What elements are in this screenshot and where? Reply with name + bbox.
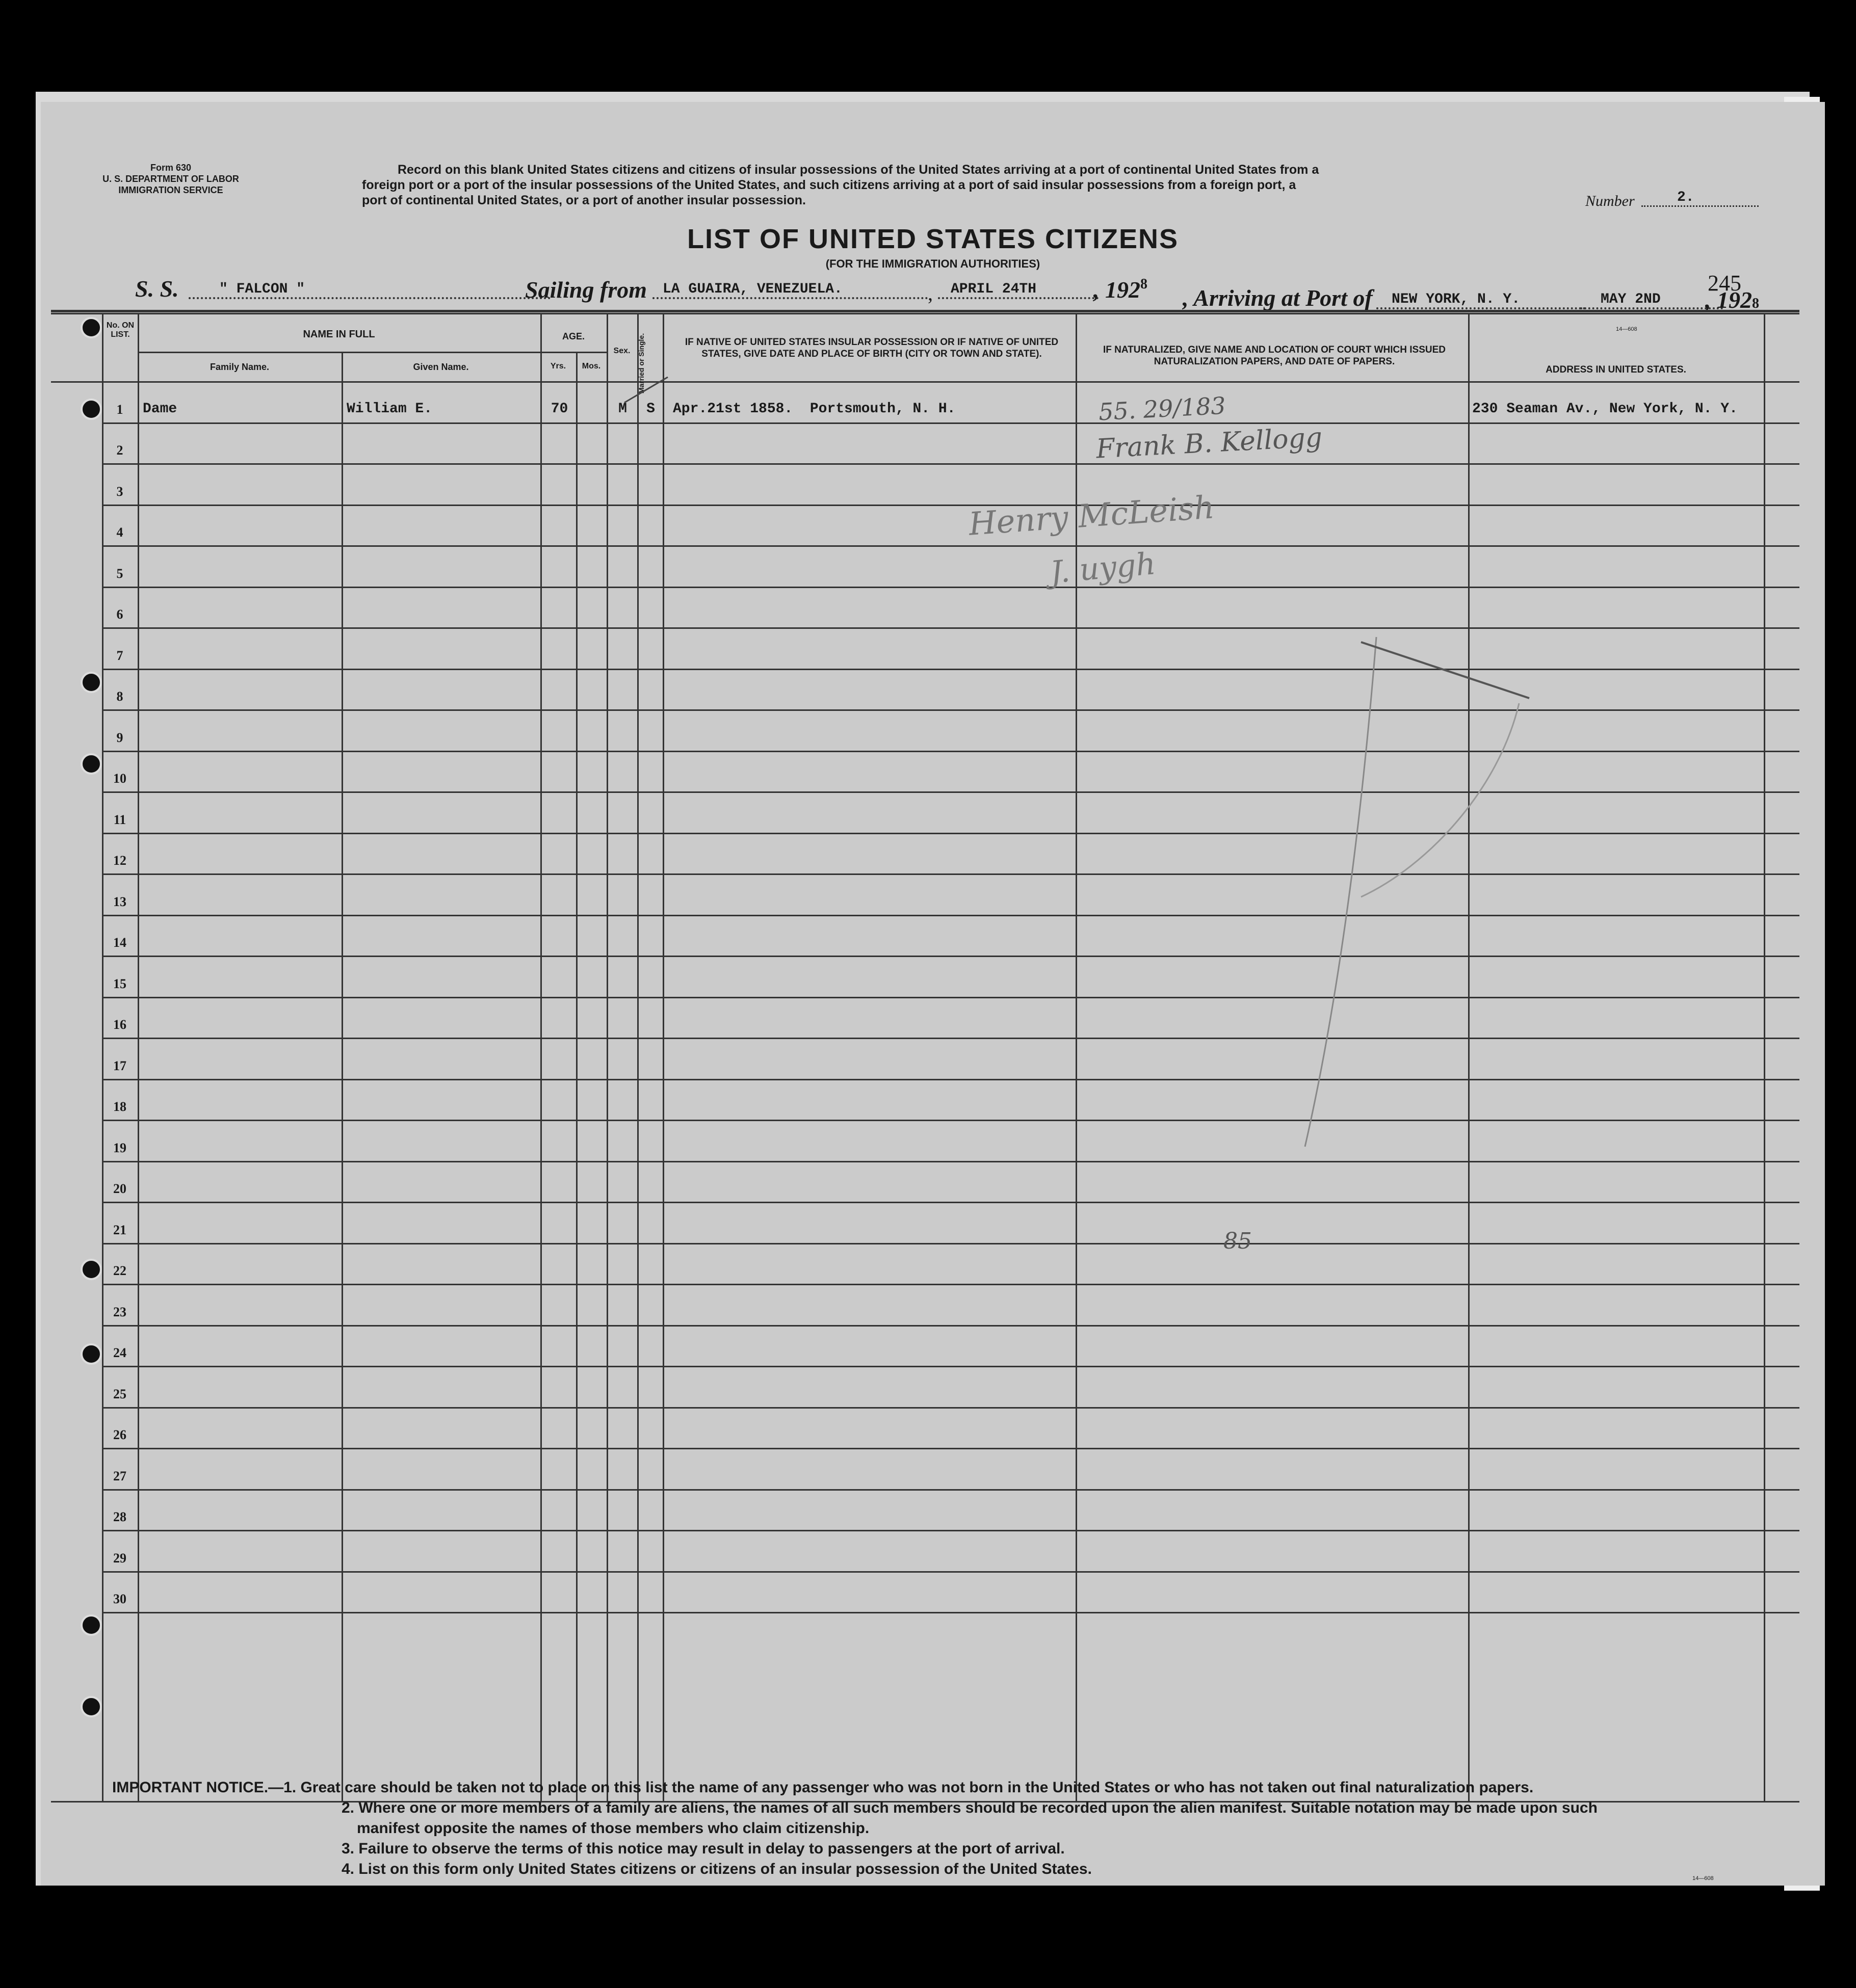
row-number: 27 xyxy=(113,1468,126,1483)
binder-hole xyxy=(81,317,102,338)
year-prefix: 192 xyxy=(1105,277,1140,303)
instruction-line: port of continental United States, or a port of another insular possession. xyxy=(362,193,806,207)
row-number: 15 xyxy=(113,976,126,991)
binder-hole xyxy=(81,399,102,420)
header-age: AGE. xyxy=(562,331,585,341)
form-number: Form 630 xyxy=(150,163,192,173)
arrival-date: MAY 2ND xyxy=(1580,291,1723,309)
departure-date-text: APRIL 24TH xyxy=(951,281,1037,297)
signature-mcleish: Henry McLeish xyxy=(968,488,1216,543)
instruction-line: Record on this blank United States citizens and citizens of insular possessions of the United States arriving at a port of continental United States from a xyxy=(398,163,1319,177)
binder-hole xyxy=(81,1343,102,1365)
row-number: 7 xyxy=(116,648,123,663)
row-number: 29 xyxy=(113,1550,126,1566)
handwritten-scribble: J. uygh xyxy=(1049,546,1157,591)
header-sex: Sex. xyxy=(613,347,631,355)
important-notice xyxy=(112,1778,1794,1879)
instruction-line: foreign port or a port of the insular possessions of the United States, and such citizens arriving at a port of said insular possessions from a foreign port, a xyxy=(362,178,1296,192)
row-number: 30 xyxy=(113,1592,126,1606)
age-years-cell: 70 xyxy=(551,401,568,417)
comma: , xyxy=(928,282,933,305)
row-number: 25 xyxy=(113,1386,126,1401)
notice-label: IMPORTANT NOTICE.— xyxy=(112,1779,284,1796)
sex-cell: M xyxy=(618,401,627,417)
row-number: 13 xyxy=(113,894,126,909)
header-name-in-full: NAME IN FULL xyxy=(303,329,375,340)
departure-year: , $192^8$ xyxy=(1093,276,1147,303)
header-family-name: Family Name. xyxy=(210,362,270,372)
header-married-single: Married or Single. xyxy=(637,333,645,394)
row-number: 26 xyxy=(113,1427,126,1442)
handwritten-number: 55. 29/183 xyxy=(1097,391,1226,426)
row-number: 6 xyxy=(116,607,123,622)
row-number: 9 xyxy=(116,730,123,745)
header-yrs: Yrs. xyxy=(550,362,566,370)
binder-hole xyxy=(81,753,102,775)
row-number: 28 xyxy=(113,1509,126,1524)
binder-hole xyxy=(81,1696,102,1717)
service: IMMIGRATION SERVICE xyxy=(118,185,223,195)
year-prefix: 192 xyxy=(1717,287,1752,313)
department: U. S. DEPARTMENT OF LABOR xyxy=(102,174,239,184)
page-number: 245 xyxy=(1708,271,1741,296)
printer-mark: 14—608 xyxy=(1616,326,1637,332)
manifest-sheet xyxy=(41,102,1825,1886)
binder-hole xyxy=(81,1259,102,1280)
marital-status-cell: S xyxy=(646,401,655,417)
notice-item-3: 3. Failure to observe the terms of this notice may result in delay to passengers at the port of arrival. xyxy=(342,1840,1065,1857)
year-suffix: 8 xyxy=(1140,276,1147,292)
pencil-marks xyxy=(41,102,1825,1886)
row-number: 2 xyxy=(116,443,123,458)
family-name-cell: Dame xyxy=(143,401,177,417)
row-number: 14 xyxy=(113,935,126,950)
page-title: LIST OF UNITED STATES CITIZENS xyxy=(687,224,1179,254)
row-number: 20 xyxy=(113,1181,126,1196)
departure-port: LA GUAIRA, VENEZUELA. xyxy=(652,281,928,299)
arrival-year: , 1928 xyxy=(1705,287,1759,313)
header-given-name: Given Name. xyxy=(413,362,469,372)
address-cell: 230 Seaman Av., New York, N. Y. xyxy=(1472,401,1738,417)
row-number: 24 xyxy=(113,1345,126,1360)
row-number: 17 xyxy=(113,1058,126,1073)
row-number: 21 xyxy=(113,1222,126,1237)
row-number: 22 xyxy=(113,1263,126,1278)
binder-hole xyxy=(81,1614,102,1636)
row-number: 23 xyxy=(113,1304,126,1319)
header-naturalized: IF NATURALIZED, GIVE NAME AND LOCATION OF COURT WHICH ISSUED NATURALIZATION PAPERS, AND DATE OF PAPERS. xyxy=(1103,344,1446,367)
row-number: 8 xyxy=(116,689,123,704)
handwritten-mark: 85 xyxy=(1223,1228,1252,1254)
birth-cell: Apr.21st 1858. Portsmouth, N. H. xyxy=(673,401,956,417)
header-native: IF NATIVE OF UNITED STATES INSULAR POSSESSION OR IF NATIVE OF UNITED STATES, GIVE DATE AND PLACE OF BIRTH (CITY OR TOWN AND STATE). xyxy=(685,337,1059,359)
row-number: 11 xyxy=(113,812,126,827)
notice-item-1: 1. Great care should be taken not to place on this list the name of any passenger who was not born in the United States or who has not taken out final naturalization papers. xyxy=(283,1779,1534,1796)
signature-kellogg: Frank B. Kellogg xyxy=(1095,422,1323,465)
notice-item-4: 4. List on this form only United States citizens or citizens of an insular possession of the United States. xyxy=(342,1861,1092,1877)
binder-hole xyxy=(81,672,102,693)
year-suffix: 8 xyxy=(1752,296,1759,311)
row-number: 18 xyxy=(113,1099,126,1114)
arrival-port: NEW YORK, N. Y. xyxy=(1376,291,1585,309)
number-value: 2. xyxy=(1641,190,1759,207)
sailing-from-label: Sailing from xyxy=(525,277,647,303)
header-mos: Mos. xyxy=(582,362,601,370)
row-number: 5 xyxy=(116,566,123,581)
page-subtitle: (FOR THE IMMIGRATION AUTHORITIES) xyxy=(825,257,1040,270)
header-no-on-list: No. ON LIST. xyxy=(106,321,135,339)
header-address: ADDRESS IN UNITED STATES. xyxy=(1546,364,1686,375)
row-number: 4 xyxy=(116,525,123,540)
notice-item-2: 2. Where one or more members of a family are aliens, the names of all such members should be recorded upon the alien manifest. Suitable notation may be made upon such xyxy=(342,1799,1598,1816)
given-name-cell: William E. xyxy=(347,401,433,417)
row-number: 19 xyxy=(113,1140,126,1155)
ship-name: " FALCON " xyxy=(189,281,551,299)
row-number: 1 xyxy=(116,402,123,417)
notice-item-2-cont: manifest opposite the names of those members who claim citizenship. xyxy=(357,1820,870,1837)
row-number: 3 xyxy=(116,484,123,499)
arriving-label-text: Arriving at Port of xyxy=(1193,285,1373,311)
arriving-label: , Arriving at Port of xyxy=(1183,285,1373,311)
notice-printer-mark: 14—608 xyxy=(1692,1875,1714,1881)
row-number: 16 xyxy=(113,1017,126,1032)
ss-label: S. S. xyxy=(135,276,179,302)
row-number: 12 xyxy=(113,853,126,868)
number-label: Number xyxy=(1585,193,1635,209)
row-number: 10 xyxy=(113,771,126,786)
